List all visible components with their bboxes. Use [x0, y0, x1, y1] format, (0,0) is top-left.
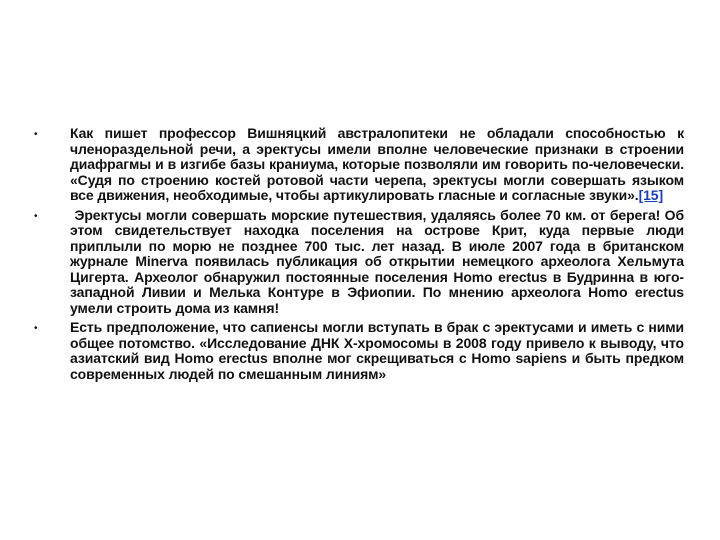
bullet-text: Как пишет профессор Вишняцкий австралопитеки не обладали способностью к членораздельной речи, а эректусы имели вполне человеческие признаки в строении диафрагмы и в изгибе базы краниума, которые позволяли им говорить по-человечески. «Судя по строению костей ротовой части черепа, эректусы могли совершать языком все движения, необходимые, чтобы артикулировать гласные и согласные звуки».: [70, 125, 684, 203]
bullet-item: [34, 320, 684, 382]
bullet-list: [34, 125, 692, 382]
citation-link[interactable]: [15]: [638, 187, 664, 203]
bullet-icon: •: [34, 129, 38, 140]
bullet-icon: •: [34, 210, 38, 222]
bullet-text: Эректусы могли совершать морские путешествия, удаляясь более 70 км. от берега! Об этом свидетельствует находка поселения на острове Крит, куда первые люди приплыли по морю не позднее 700 тыс. лет назад. В июле 2007 года в британском журнале Minerva появилась публикация об открытии немецкого археолога Хельмута Цигерта. Археолог обнаружил постоянные поселения Homo erectus в Будринна в юго-западной Ливии и Мелька Контуре в Эфиопии. По мнению археолога Homo erectus умели строить дома из камня!: [70, 206, 692, 316]
bullet-text: Есть предположение, что сапиенсы могли вступать в брак с эректусами и иметь с ними общее потомство. «Исследование ДНК X-хромосомы в 2008 году привело к выводу, что азиатский вид Homo erectus вполне мог скрещиваться с Homo sapiens и быть предком современных людей по смешанным линиям»: [70, 319, 684, 382]
bullet-item: [34, 126, 684, 204]
bullet-icon: •: [34, 323, 38, 334]
bullet-item: [34, 206, 692, 317]
